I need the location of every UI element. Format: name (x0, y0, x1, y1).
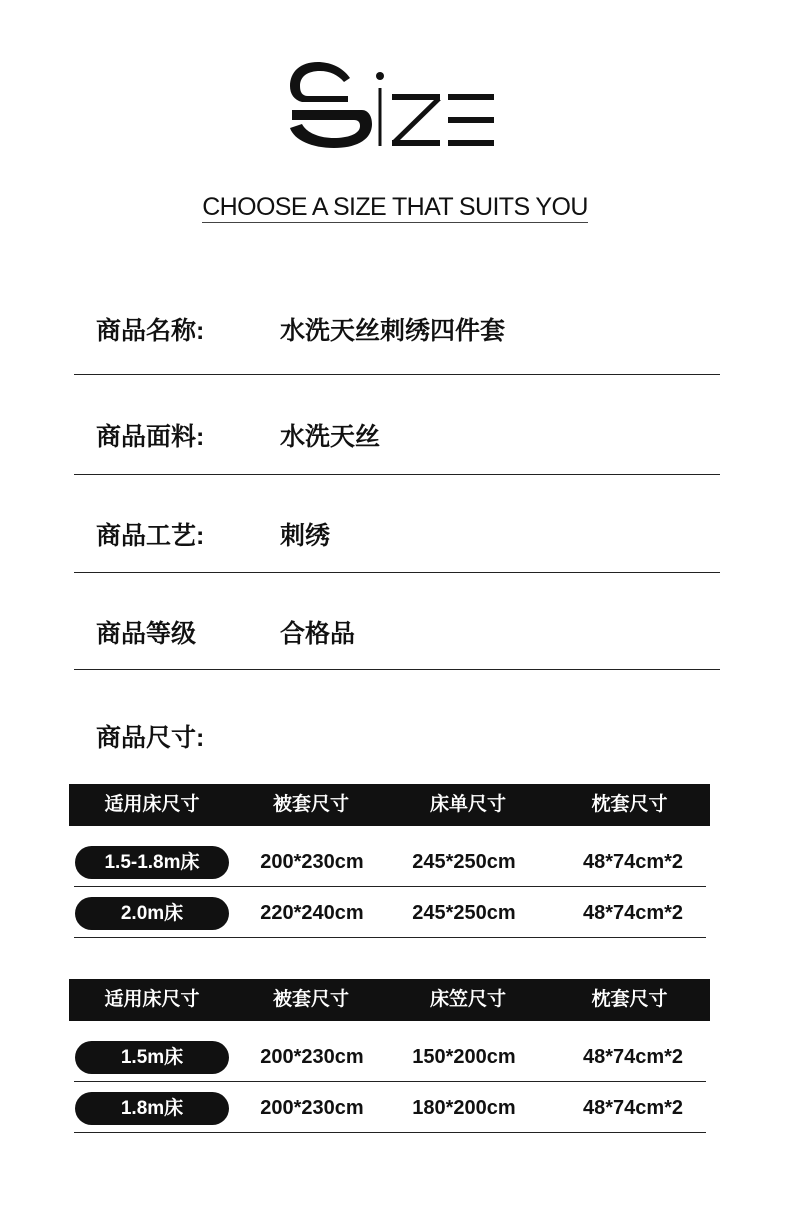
table-cell: 180*200cm (412, 1097, 516, 1119)
table-row (74, 1083, 706, 1133)
divider (74, 1132, 706, 1133)
table2-header (69, 979, 710, 1021)
table-cell: 48*74cm*2 (582, 851, 684, 873)
header-cell: 被套尺寸 (272, 989, 349, 1010)
divider (74, 886, 706, 887)
info-row-craft (74, 475, 720, 573)
table-cell: 48*74cm*2 (582, 1097, 684, 1119)
header-cell: 枕套尺寸 (591, 794, 668, 815)
table-cell: 48*74cm*2 (582, 1046, 684, 1068)
table-row (74, 1032, 706, 1082)
subtitle (0, 193, 790, 222)
bed-size-pill: 2.0m床 (75, 897, 229, 930)
header-cell: 适用床尺寸 (104, 794, 200, 815)
divider (74, 669, 720, 670)
info-label: 商品名称: (96, 317, 205, 345)
divider (74, 374, 720, 375)
subtitle-text: CHOOSE A SIZE THAT SUITS YOU (202, 193, 588, 221)
info-value: 合格品 (280, 620, 356, 648)
info-row-fabric (74, 377, 720, 475)
info-row-name (74, 277, 720, 375)
divider (74, 937, 706, 938)
info-label: 商品等级 (96, 620, 197, 648)
header-cell: 床单尺寸 (429, 794, 506, 815)
info-value: 水洗天丝刺绣四件套 (280, 317, 506, 345)
info-value: 水洗天丝 (280, 423, 381, 451)
header-cell: 被套尺寸 (272, 794, 349, 815)
header-cell: 床笠尺寸 (429, 989, 506, 1010)
table-cell: 150*200cm (412, 1046, 516, 1068)
divider (74, 1081, 706, 1082)
info-label: 商品工艺: (96, 522, 205, 550)
info-label: 商品面料: (96, 423, 205, 451)
table-cell: 200*230cm (260, 1097, 364, 1119)
size-section-title: 商品尺寸: (96, 724, 205, 752)
table-cell: 200*230cm (260, 851, 364, 873)
info-value: 刺绣 (280, 522, 331, 550)
header-cell: 枕套尺寸 (591, 989, 668, 1010)
bed-size-pill: 1.5m床 (75, 1041, 229, 1074)
table-cell: 200*230cm (260, 1046, 364, 1068)
table-cell: 48*74cm*2 (582, 902, 684, 924)
table1-header (69, 784, 710, 826)
bed-size-pill: 1.8m床 (75, 1092, 229, 1125)
size-logo (288, 58, 498, 154)
info-row-grade (74, 572, 720, 670)
bed-size-pill: 1.5-1.8m床 (75, 846, 229, 879)
table-cell: 245*250cm (412, 851, 516, 873)
header-cell: 适用床尺寸 (104, 989, 200, 1010)
table-row (74, 837, 706, 887)
table-cell: 245*250cm (412, 902, 516, 924)
table-row (74, 888, 706, 938)
table-cell: 220*240cm (260, 902, 364, 924)
